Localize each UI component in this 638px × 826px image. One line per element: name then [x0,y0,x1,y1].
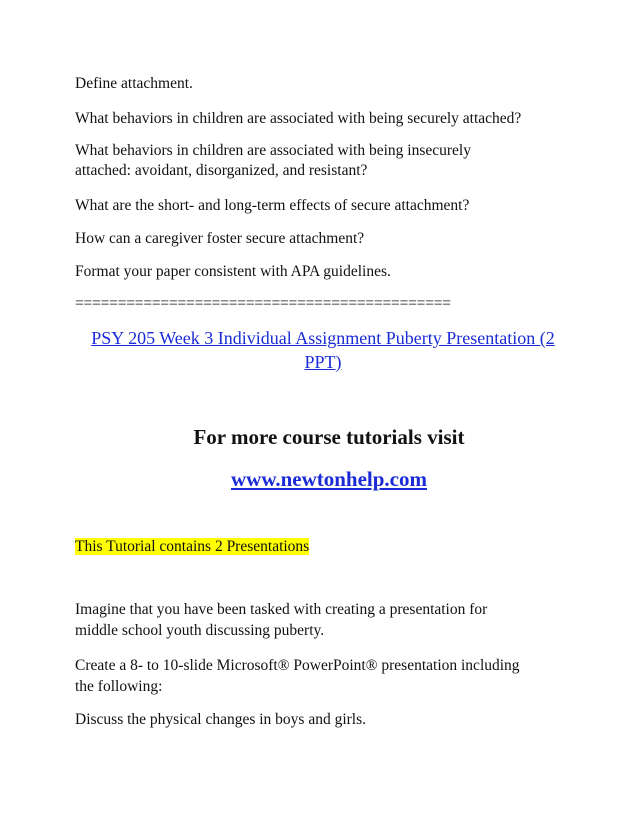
body-paragraph1-line1: Imagine that you have been tasked with creating a presentation for [75,601,488,618]
website-link[interactable]: www.newtonhelp.com [230,467,427,491]
apa-format-instruction: Format your paper consistent with APA guidelines. [75,263,391,280]
body-paragraph1-line2: middle school youth discussing puberty. [75,622,325,639]
body-paragraph2-line1: Create a 8- to 10-slide Microsoft® PowerPoint® presentation including [75,657,520,674]
body-paragraph3: Discuss the physical changes in boys and girls. [75,711,367,728]
assignment-title-line1[interactable]: PSY 205 Week 3 Individual Assignment Puberty Presentation (2 [91,328,555,348]
promo-heading: For more course tutorials visit [193,425,465,449]
question-insecure-behaviors-line2: attached: avoidant, disorganized, and resistant? [75,162,368,179]
question-define-attachment: Define attachment. [75,75,193,92]
question-insecure-behaviors-line1: What behaviors in children are associated with being insecurely [75,142,471,159]
question-effects: What are the short- and long-term effects of secure attachment? [75,197,470,214]
body-paragraph2-line2: the following: [75,678,163,695]
tutorial-note [75,537,309,557]
assignment-title-link[interactable] [75,326,571,374]
assignment-title-line2[interactable]: PPT) [304,352,342,372]
separator-line: ============================================ [75,295,451,312]
tutorial-note-highlight: This Tutorial contains 2 Presentations [75,538,310,555]
question-secure-behaviors: What behaviors in children are associated with being securely attached? [75,110,522,127]
question-foster: How can a caregiver foster secure attachment? [75,230,365,247]
